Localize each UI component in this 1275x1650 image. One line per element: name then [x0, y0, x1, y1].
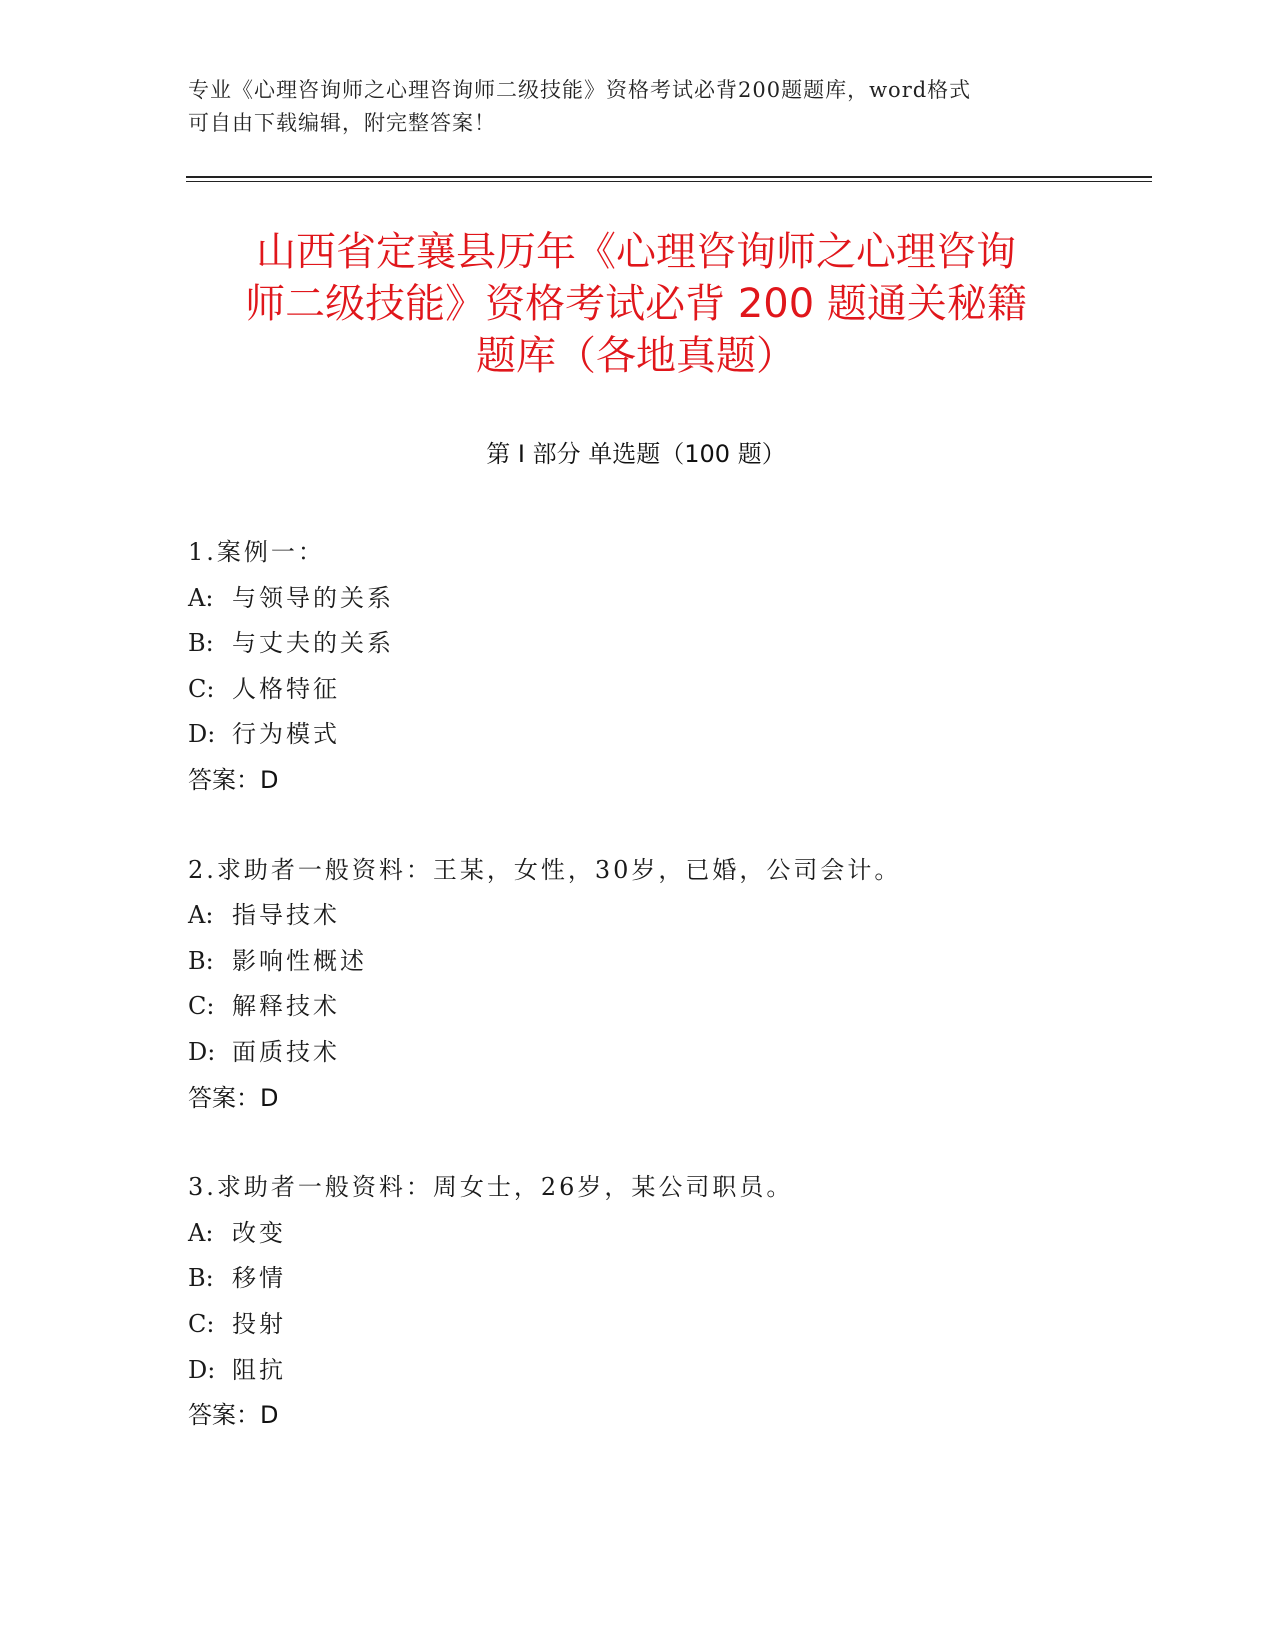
option-a — [188, 893, 1148, 939]
option-text: 影响性概述 — [232, 946, 367, 975]
section-title: 第 I 部分 单选题（100 题） — [486, 440, 786, 468]
option-text: 阻抗 — [232, 1355, 286, 1384]
option-text: 面质技术 — [232, 1037, 340, 1066]
option-a — [188, 576, 1148, 622]
option-text: 与领导的关系 — [232, 583, 394, 612]
question-item — [188, 1165, 1148, 1439]
header-note-line-1: 专业《心理咨询师之心理咨询师二级技能》资格考试必背200题题库，word格式 — [188, 78, 972, 102]
answer-line: 答案：D — [188, 1083, 279, 1112]
question-stem: 2.求助者一般资料：王某，女性，30岁，已婚，公司会计。 — [188, 855, 902, 884]
option-d — [188, 1030, 1148, 1076]
answer-line: 答案：D — [188, 765, 279, 794]
option-a — [188, 1211, 1148, 1257]
option-text: 人格特征 — [232, 674, 340, 703]
header-divider — [186, 176, 1152, 182]
document-title-line-2: 师二级技能》资格考试必背 200 题通关秘籍 — [245, 281, 1027, 327]
option-text: 与丈夫的关系 — [232, 629, 394, 658]
option-d — [188, 712, 1148, 758]
option-b — [188, 1256, 1148, 1302]
question-item — [188, 530, 1148, 804]
option-text: 指导技术 — [232, 901, 340, 930]
option-c — [188, 984, 1148, 1030]
option-text: 改变 — [232, 1218, 286, 1247]
option-c — [188, 667, 1148, 713]
document-title-line-3: 题库（各地真题） — [476, 333, 796, 379]
option-b — [188, 621, 1148, 667]
option-text: 投射 — [232, 1309, 286, 1338]
option-letter: C: — [188, 1309, 215, 1338]
option-letter: B: — [188, 629, 214, 658]
question-stem: 1.案例一： — [188, 538, 325, 566]
header-note — [188, 74, 1068, 140]
option-d — [188, 1348, 1148, 1394]
option-letter: A: — [188, 583, 214, 612]
header-note-line-2: 可自由下载编辑，附完整答案！ — [188, 111, 496, 135]
answer-line: 答案：D — [188, 1401, 279, 1430]
option-b — [188, 939, 1148, 985]
option-letter: C: — [188, 992, 215, 1021]
option-text: 行为模式 — [232, 720, 340, 749]
option-c — [188, 1302, 1148, 1348]
option-text: 移情 — [232, 1264, 286, 1293]
option-letter: D: — [188, 1355, 216, 1384]
option-letter: A: — [188, 1218, 214, 1247]
option-letter: D: — [188, 720, 216, 749]
option-letter: B: — [188, 946, 214, 975]
question-stem: 3.求助者一般资料：周女士，26岁，某公司职员。 — [188, 1173, 794, 1202]
document-title-line-1: 山西省定襄县历年《心理咨询师之心理咨询 — [256, 229, 1016, 275]
option-text: 解释技术 — [232, 992, 340, 1021]
option-letter: B: — [188, 1264, 214, 1293]
option-letter: D: — [188, 1037, 216, 1066]
question-item — [188, 848, 1148, 1122]
question-list — [188, 530, 1148, 1483]
option-letter: A: — [188, 901, 214, 930]
document-title — [186, 226, 1086, 382]
option-letter: C: — [188, 674, 215, 703]
